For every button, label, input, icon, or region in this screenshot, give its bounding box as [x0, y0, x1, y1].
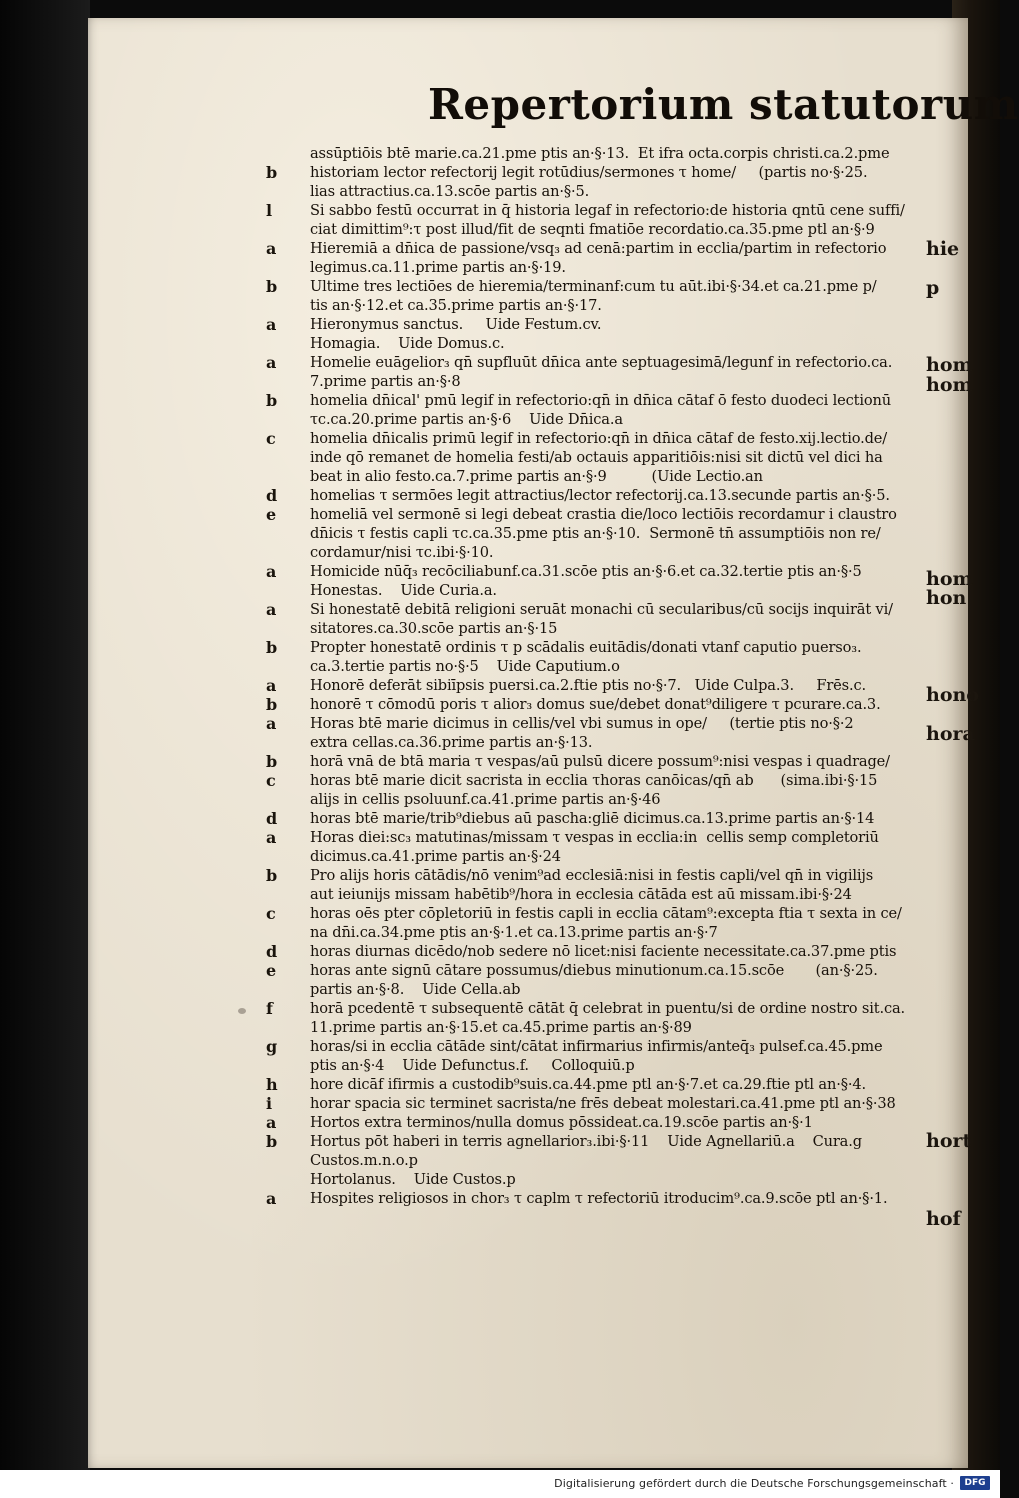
entry-text: na dn̄i.ca.34.pme ptis an·§·1.et ca.13.prime partis an·§·7	[310, 924, 718, 941]
index-entry	[88, 1056, 968, 1075]
entry-text: lias attractius.ca.13.scōe partis an·§·5.	[310, 183, 590, 200]
index-entry	[88, 353, 968, 372]
entry-text: horas/si in ecclia cātāde sint/cātat infirmarius infirmis/anteq̄₃ pulsef.ca.45.pme	[310, 1038, 883, 1055]
index-entry	[88, 1075, 968, 1094]
index-entry	[88, 809, 968, 828]
index-entry	[88, 923, 968, 942]
index-entry	[88, 980, 968, 999]
entry-marker-letter: d	[266, 809, 278, 828]
entry-text: homeliā vel sermonē si legi debeat crastia die/loco lectiōis recordamur i claustro	[310, 506, 897, 523]
book-page	[88, 18, 1019, 1468]
facing-page-fragment: hora	[926, 723, 975, 745]
entry-text: historiam lector refectorij legit rotūdius/sermones τ home/ (partis no·§·25.	[310, 164, 868, 181]
entry-marker-letter: b	[266, 695, 278, 714]
entry-marker-letter: a	[266, 714, 277, 733]
index-entry	[88, 942, 968, 961]
entry-text: partis an·§·8. Uide Cella.ab	[310, 981, 521, 998]
index-entry	[88, 448, 968, 467]
entry-text: inde qō remanet de homelia festi/ab octauis apparitiōis:nisi sit dictū vel dici ha	[310, 449, 883, 466]
entry-text: Homicide nūq̄₃ recōciliabunf.ca.31.scōe ptis an·§·6.et ca.32.tertie ptis an·§·5	[310, 563, 862, 580]
facing-page-fragment: hie	[926, 238, 960, 260]
entry-text: Honestas. Uide Curia.a.	[310, 582, 497, 599]
entry-marker-letter: b	[266, 1132, 278, 1151]
index-entry	[88, 1094, 968, 1113]
entry-marker-letter: b	[266, 866, 278, 885]
entry-text: legimus.ca.11.prime partis an·§·19.	[310, 259, 566, 276]
index-entries	[88, 144, 968, 1208]
index-entry	[88, 391, 968, 410]
entry-text: Hieronymus sanctus. Uide Festum.cv.	[310, 316, 602, 333]
index-entry	[88, 885, 968, 904]
entry-text: homelia dn̄icalis primū legif in refectorio:qn̄ in dn̄ica cātaf de festo.xij.lectio.de/	[310, 430, 888, 447]
entry-text: horas oēs pter cōpletoriū in festis capli in ecclia cātam⁹:excepta ftia τ sexta in ce/	[310, 905, 902, 922]
entry-marker-letter: a	[266, 600, 277, 619]
entry-text: Pro alijs horis cātādis/nō venim⁹ad ecclesiā:nisi in festis capli/vel qn̄ in vigilijs	[310, 867, 874, 884]
index-entry	[88, 961, 968, 980]
entry-text: Hieremiā a dn̄ica de passione/vsq₃ ad cenā:partim in ecclia/partim in refectorio	[310, 240, 887, 257]
entry-text: Custos.m.n.o.p	[310, 1152, 418, 1169]
entry-marker-letter: b	[266, 163, 278, 182]
entry-marker-letter: c	[266, 429, 276, 448]
dfg-logo: DFG	[960, 1476, 990, 1490]
entry-marker-letter: a	[266, 315, 277, 334]
entry-marker-letter: a	[266, 1113, 277, 1132]
index-entry	[88, 1189, 968, 1208]
index-entry	[88, 524, 968, 543]
index-entry	[88, 695, 968, 714]
entry-text: τc.ca.20.prime partis an·§·6 Uide Dn̄ica.a	[310, 411, 623, 428]
entry-marker-letter: b	[266, 391, 278, 410]
index-entry	[88, 619, 968, 638]
index-entry	[88, 1132, 968, 1151]
entry-text: ptis an·§·4 Uide Defunctus.f. Colloquiū.p	[310, 1057, 635, 1074]
entry-marker-letter: a	[266, 828, 277, 847]
index-entry	[88, 1170, 968, 1189]
entry-text: Horas diei:sc₃ matutinas/missam τ vespas in ecclia:in cellis semp completoriū	[310, 829, 879, 846]
entry-text: tis an·§·12.et ca.35.prime partis an·§·17.	[310, 297, 602, 314]
entry-text: dicimus.ca.41.prime partis an·§·24	[310, 848, 561, 865]
index-entry	[88, 1018, 968, 1037]
entry-marker-letter: a	[266, 676, 277, 695]
index-entry	[88, 239, 968, 258]
index-entry	[88, 866, 968, 885]
entry-marker-letter: b	[266, 752, 278, 771]
ink-smudge	[238, 1008, 246, 1014]
index-entry	[88, 581, 968, 600]
entry-text: horā pcedentē τ subsequentē cātāt q̄ celebrat in puentu/si de ordine nostro sit.ca.	[310, 1000, 906, 1017]
running-head-text: Repertorium statutorum	[428, 80, 1019, 129]
entry-text: beat in alio festo.ca.7.prime partis an·§·9 (Uide Lectio.an	[310, 468, 763, 485]
index-entry	[88, 505, 968, 524]
index-entry	[88, 296, 968, 315]
entry-text: alijs in cellis psoluunf.ca.41.prime partis an·§·46	[310, 791, 661, 808]
entry-marker-letter: e	[266, 505, 277, 524]
entry-marker-letter: d	[266, 486, 278, 505]
entry-text: dn̄icis τ festis capli τc.ca.35.pme ptis an·§·10. Sermonē tn̄ assumptiōis non re/	[310, 525, 881, 542]
entry-text: Ultime tres lectiōes de hieremia/terminanf:cum tu aūt.ibi·§·34.et ca.21.pme p/	[310, 278, 877, 295]
entry-text: horas btē marie dicit sacrista in ecclia τhoras canōicas/qn̄ ab (sima.ibi·§·15	[310, 772, 878, 789]
index-entry	[88, 828, 968, 847]
index-entry	[88, 638, 968, 657]
entry-text: homelias τ sermōes legit attractius/lector refectorij.ca.13.secunde partis an·§·5.	[310, 487, 890, 504]
index-entry	[88, 714, 968, 733]
index-entry	[88, 600, 968, 619]
entry-text: 7.prime partis an·§·8	[310, 373, 461, 390]
entry-text: Honorē deferāt sibiīpsis puersi.ca.2.ftie ptis no·§·7. Uide Culpa.3. Frēs.c.	[310, 677, 867, 694]
entry-marker-letter: a	[266, 562, 277, 581]
entry-text: Hospites religiosos in chor₃ τ caplm τ refectoriū itroducim⁹.ca.9.scōe ptl an·§·1.	[310, 1190, 888, 1207]
entry-text: assūptiōis btē marie.ca.21.pme ptis an·§·13. Et ifra octa.corpis christi.ca.2.pme	[310, 145, 890, 162]
entry-text: aut ieiunijs missam habētib⁹/hora in ecclesia cātāda est aū missam.ibi·§·24	[310, 886, 852, 903]
entry-marker-letter: i	[266, 1094, 273, 1113]
index-entry	[88, 258, 968, 277]
entry-text: 11.prime partis an·§·15.et ca.45.prime partis an·§·89	[310, 1019, 692, 1036]
index-entry	[88, 676, 968, 695]
index-entry	[88, 999, 968, 1018]
index-entry	[88, 562, 968, 581]
entry-text: Hortus pōt haberi in terris agnellarior₃.ibi·§·11 Uide Agnellariū.a Cura.g	[310, 1133, 862, 1150]
index-entry	[88, 315, 968, 334]
index-entry	[88, 847, 968, 866]
index-entry	[88, 429, 968, 448]
entry-text: Propter honestatē ordinis τ p scādalis euitādis/donati vtanf caputio puerso₃.	[310, 639, 862, 656]
entry-text: Homelie euāgelior₃ qn̄ supfluūt dn̄ica ante septuagesimā/legunf in refectorio.ca.	[310, 354, 893, 371]
entry-text: horas diurnas dicēdo/nob sedere nō licet:nisi faciente necessitate.ca.37.pme ptis	[310, 943, 897, 960]
entry-text: honorē τ cōmodū poris τ alior₃ domus sue/debet donat⁹diligere τ pcurare.ca.3.	[310, 696, 881, 713]
index-entry	[88, 486, 968, 505]
index-entry	[88, 657, 968, 676]
index-entry	[88, 733, 968, 752]
facing-page-fragment: hono	[926, 684, 979, 707]
entry-marker-letter: b	[266, 277, 278, 296]
entry-marker-letter: b	[266, 638, 278, 657]
index-entry	[88, 752, 968, 771]
facing-page-fragment: hort	[926, 1130, 972, 1153]
entry-marker-letter: c	[266, 904, 276, 923]
entry-text: horā vnā de btā maria τ vespas/aū pulsū dicere possum⁹:nisi vespas i quadrage/	[310, 753, 890, 770]
index-entry	[88, 201, 968, 220]
entry-text: Si sabbo festū occurrat in q̄ historia legaf in refectorio:de historia qntū cene suffi/	[310, 202, 905, 219]
entry-text: ciat dimittim⁹:τ post illud/fit de seqnti fmatiōe recordatio.ca.35.pme ptl an·§·9	[310, 221, 875, 238]
entry-text: Si honestatē debitā religioni seruāt monachi cū secularibus/cū socijs inquirāt vi/	[310, 601, 893, 618]
entry-text: Hortolanus. Uide Custos.p	[310, 1171, 516, 1188]
entry-marker-letter: a	[266, 1189, 277, 1208]
entry-marker-letter: h	[266, 1075, 278, 1094]
entry-marker-letter: d	[266, 942, 278, 961]
index-entry	[88, 1151, 968, 1170]
index-entry	[88, 144, 968, 163]
entry-marker-letter: c	[266, 771, 276, 790]
digitization-footer	[0, 1470, 1000, 1498]
entry-text: ca.3.tertie partis no·§·5 Uide Caputium.o	[310, 658, 620, 675]
entry-text: cordamur/nisi τc.ibi·§·10.	[310, 544, 494, 561]
entry-text: Hortos extra terminos/nulla domus pōssideat.ca.19.scōe partis an·§·1	[310, 1114, 813, 1131]
index-entry	[88, 410, 968, 429]
facing-page-fragment: hof	[926, 1208, 961, 1230]
entry-text: horas btē marie/trib⁹diebus aū pascha:gliē dicimus.ca.13.prime partis an·§·14	[310, 810, 875, 827]
index-entry	[88, 771, 968, 790]
index-entry	[88, 182, 968, 201]
entry-text: extra cellas.ca.36.prime partis an·§·13.	[310, 734, 593, 751]
index-entry	[88, 1037, 968, 1056]
footer-credit: Digitalisierung gefördert durch die Deutsche Forschungsgemeinschaft ·	[554, 1477, 954, 1490]
book-left-edge	[0, 0, 90, 1470]
entry-marker-letter: a	[266, 239, 277, 258]
entry-marker-letter: f	[266, 999, 273, 1018]
entry-text: Horas btē marie dicimus in cellis/vel vbi sumus in ope/ (tertie ptis no·§·2	[310, 715, 854, 732]
facing-page-fragment: hom	[926, 354, 973, 377]
entry-marker-letter: a	[266, 353, 277, 372]
index-entry	[88, 543, 968, 562]
facing-page-fragment: hom	[926, 567, 973, 590]
index-entry	[88, 334, 968, 353]
index-entry	[88, 220, 968, 239]
facing-page-fragment: hom	[926, 373, 973, 396]
index-entry	[88, 277, 968, 296]
index-entry	[88, 790, 968, 809]
index-entry	[88, 163, 968, 182]
entry-text: sitatores.ca.30.scōe partis an·§·15	[310, 620, 558, 637]
facing-page-fragment: hon	[926, 587, 967, 610]
index-entry	[88, 1113, 968, 1132]
index-entry	[88, 904, 968, 923]
entry-text: homelia dn̄ical' pmū legif in refectorio:qn̄ in dn̄ica cātaf ō festo duodeci lectionū	[310, 392, 892, 409]
index-entry	[88, 372, 968, 391]
entry-text: Homagia. Uide Domus.c.	[310, 335, 505, 352]
entry-text: horas ante signū cātare possumus/diebus minutionum.ca.15.scōe (an·§·25.	[310, 962, 878, 979]
entry-text: hore dicāf ifirmis a custodib⁹suis.ca.44.pme ptl an·§·7.et ca.29.ftie ptl an·§·4.	[310, 1076, 866, 1093]
facing-page-bleed	[926, 18, 979, 1468]
index-entry	[88, 467, 968, 486]
entry-marker-letter: e	[266, 961, 277, 980]
entry-text: horar spacia sic terminet sacrista/ne frēs debeat molestari.ca.41.pme ptl an·§·38	[310, 1095, 896, 1112]
entry-marker-letter: l	[266, 201, 273, 220]
entry-marker-letter: g	[266, 1037, 278, 1056]
facing-page-fragment: p	[926, 276, 940, 299]
